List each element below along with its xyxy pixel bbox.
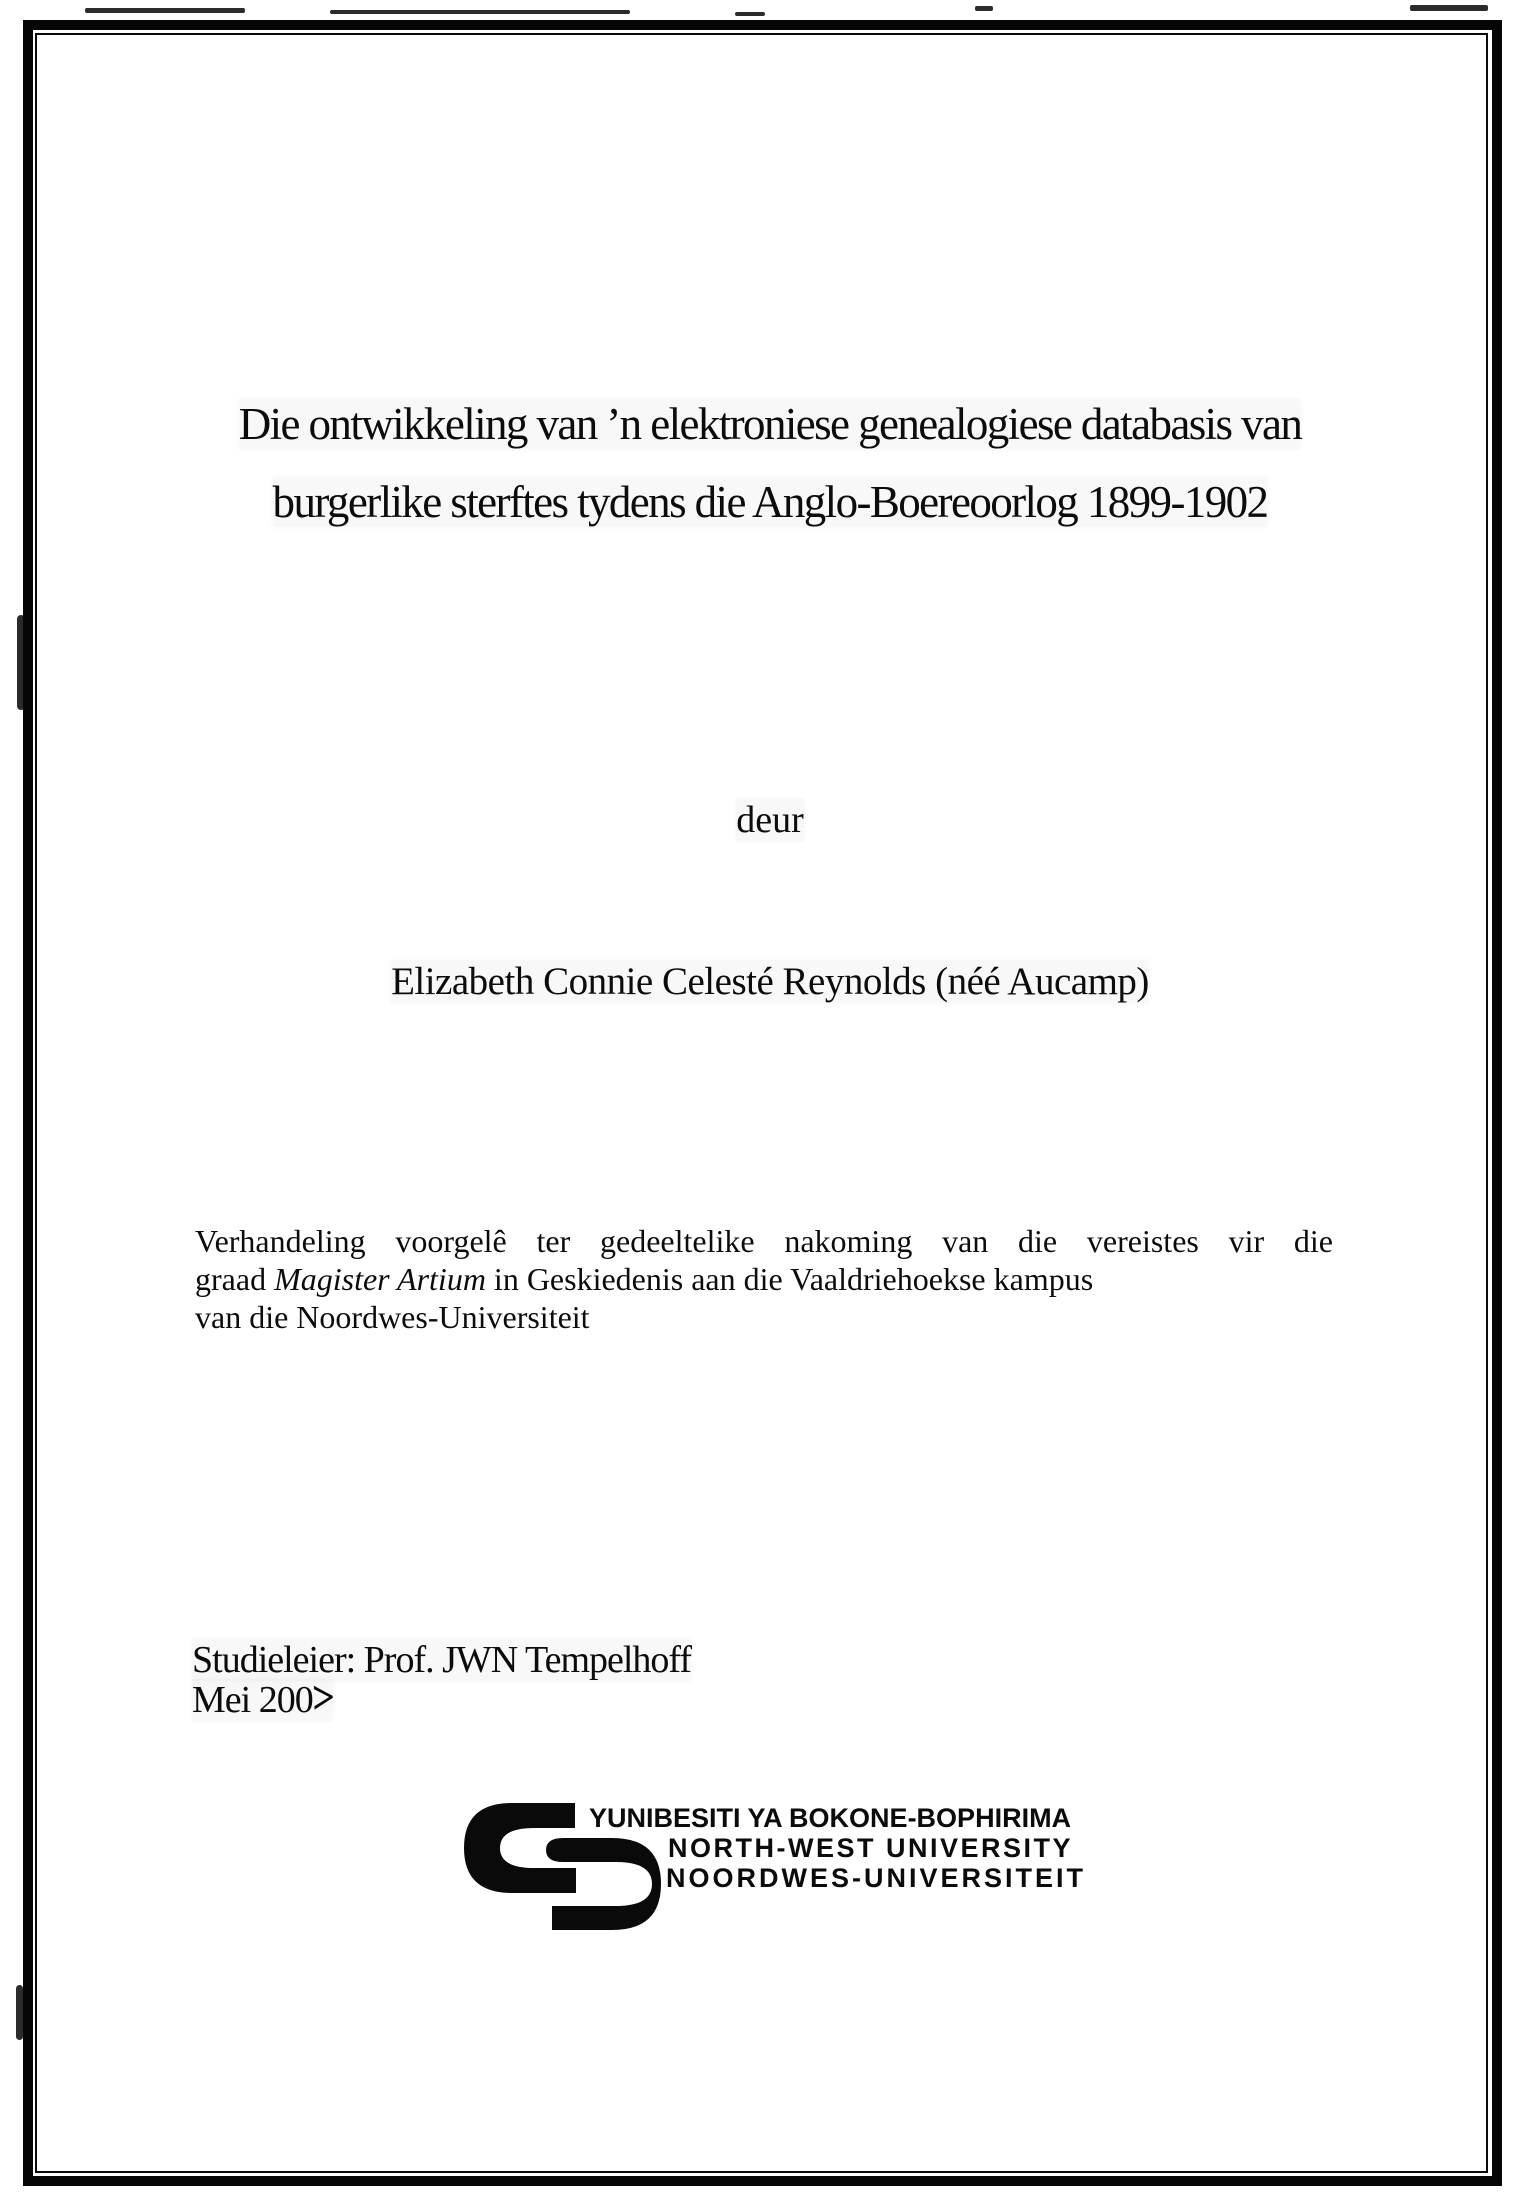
scan-artifact <box>85 8 245 13</box>
damaged-seven-glyph: > <box>311 1671 335 1725</box>
scan-artifact <box>735 12 765 16</box>
byline-preposition: deur <box>736 799 804 841</box>
thesis-title <box>190 385 1350 541</box>
scan-artifact <box>1410 5 1488 11</box>
author-name: Elizabeth Connie Celesté Reynolds (néé Aucamp) <box>391 960 1149 1003</box>
supervisor-line: Studieleier: Prof. JWN Tempelhoff <box>192 1639 692 1681</box>
statement-line2 <box>195 1260 1333 1298</box>
logo-wordmark-line1: YUNIBESITI YA BOKONE-BOPHIRIMA <box>589 1803 1072 1833</box>
date-line: Mei 200> <box>192 1671 335 1725</box>
scan-artifact <box>975 6 993 11</box>
dissertation-statement <box>195 1222 1333 1336</box>
logo-wordmark-line2: NORTH-WEST UNIVERSITY <box>668 1833 1074 1863</box>
supervisor-block <box>192 1639 692 1725</box>
thesis-title-line1: Die ontwikkeling van ’n elektroniese genealogiese databasis van <box>238 399 1302 449</box>
statement-line2-prefix: graad <box>195 1261 275 1297</box>
statement-line3: van die Noordwes-Universiteit <box>195 1299 590 1335</box>
thesis-title-line2: burgerlike sterftes tydens die Anglo-Boereoorlog 1899-1902 <box>272 477 1268 527</box>
statement-line2-suffix: in Geskiedenis aan die Vaaldriehoekse kampus <box>485 1261 1094 1297</box>
logo-wordmark-line3: NOORDWES-UNIVERSITEIT <box>666 1863 1087 1893</box>
scan-artifact <box>16 1985 23 2040</box>
statement-line1: Verhandeling voorgelê ter gedeeltelike nakoming van die vereistes vir die <box>195 1223 1333 1259</box>
degree-name-italic: Magister Artium <box>274 1261 486 1297</box>
nwu-logo-wordmark <box>589 1803 1086 1893</box>
scan-artifact <box>330 10 630 14</box>
